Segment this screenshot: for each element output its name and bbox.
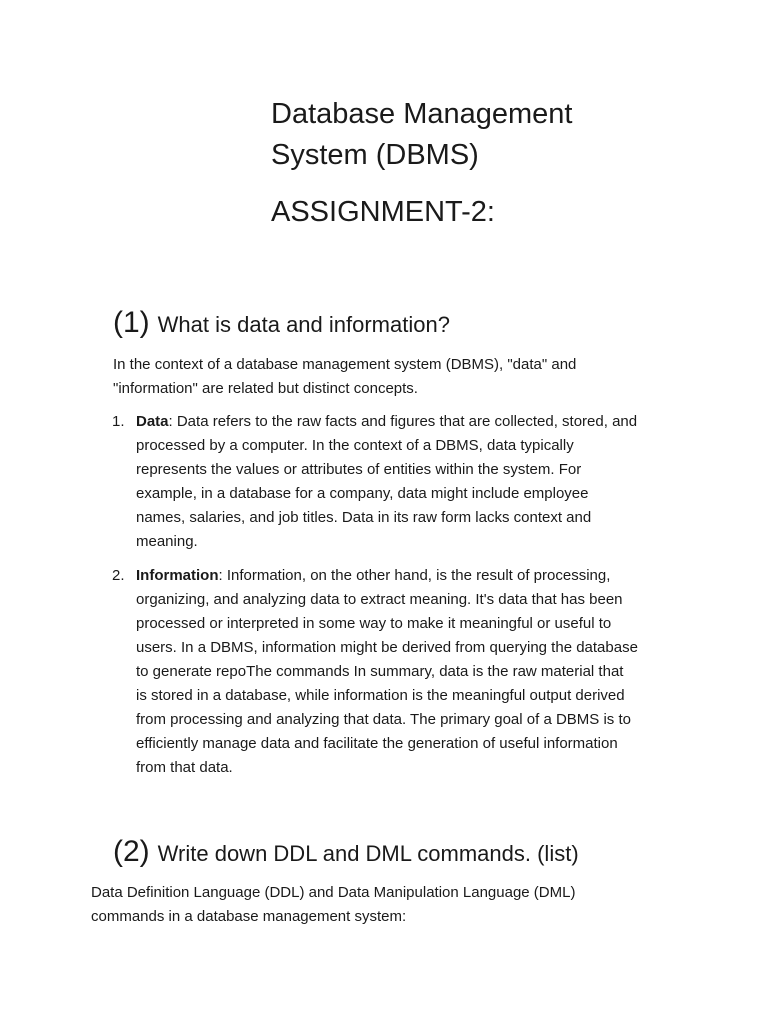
list-item-data bbox=[112, 410, 692, 554]
definition-text: : Data refers to the raw facts and figures that are collected, stored, and bbox=[168, 413, 638, 430]
definition-line: to generate repoThe commands In summary, data is the raw material that bbox=[136, 663, 624, 680]
assignment-label: ASSIGNMENT-2: bbox=[271, 196, 495, 228]
definition-line: efficiently manage data and facilitate the generation of useful information bbox=[136, 735, 618, 752]
definition-line: from that data. bbox=[136, 759, 233, 776]
intro-line: Data Definition Language (DDL) and Data Manipulation Language (DML) bbox=[91, 884, 576, 901]
term-information: Information bbox=[136, 567, 219, 584]
intro-line: In the context of a database management system (DBMS), "data" and bbox=[113, 356, 577, 373]
definition-line: processed by a computer. In the context of a DBMS, data typically bbox=[136, 437, 574, 454]
definition-line: from processing and analyzing that data. The primary goal of a DBMS is to bbox=[136, 711, 631, 728]
definition-line: represents the values or attributes of entities within the system. For bbox=[136, 461, 582, 478]
intro-line: "information" are related but distinct concepts. bbox=[113, 380, 418, 397]
question-1-heading bbox=[113, 306, 450, 340]
list-item-information bbox=[112, 564, 692, 780]
term-data: Data bbox=[136, 413, 169, 430]
question-2-number: (2) bbox=[113, 835, 150, 868]
intro-line: commands in a database management system: bbox=[91, 908, 407, 925]
title-line-2: System (DBMS) bbox=[271, 139, 479, 171]
question-1-number: (1) bbox=[113, 306, 150, 339]
definition-line: organizing, and analyzing data to extract meaning. It's data that has been bbox=[136, 591, 623, 608]
document-title bbox=[271, 94, 691, 176]
definition-line: example, in a database for a company, data might include employee bbox=[136, 485, 589, 502]
list-marker: 2. bbox=[112, 567, 125, 584]
question-2-intro bbox=[91, 881, 651, 929]
definition-line: names, salaries, and job titles. Data in its raw form lacks context and bbox=[136, 509, 592, 526]
definition-line: processed or interpreted in some way to make it meaningful or useful to bbox=[136, 615, 612, 632]
definition-line: meaning. bbox=[136, 533, 198, 550]
question-1-text: What is data and information? bbox=[157, 312, 450, 337]
title-line-1: Database Management bbox=[271, 98, 573, 130]
list-marker: 1. bbox=[112, 413, 125, 430]
definition-text: : Information, on the other hand, is the result of processing, bbox=[218, 567, 611, 584]
definition-line: is stored in a database, while information is the meaningful output derived bbox=[136, 687, 625, 704]
question-2-text: Write down DDL and DML commands. (list) bbox=[157, 841, 579, 866]
definition-line: users. In a DBMS, information might be derived from querying the database bbox=[136, 639, 638, 656]
question-1-intro bbox=[113, 353, 633, 401]
question-2-heading bbox=[113, 835, 579, 869]
